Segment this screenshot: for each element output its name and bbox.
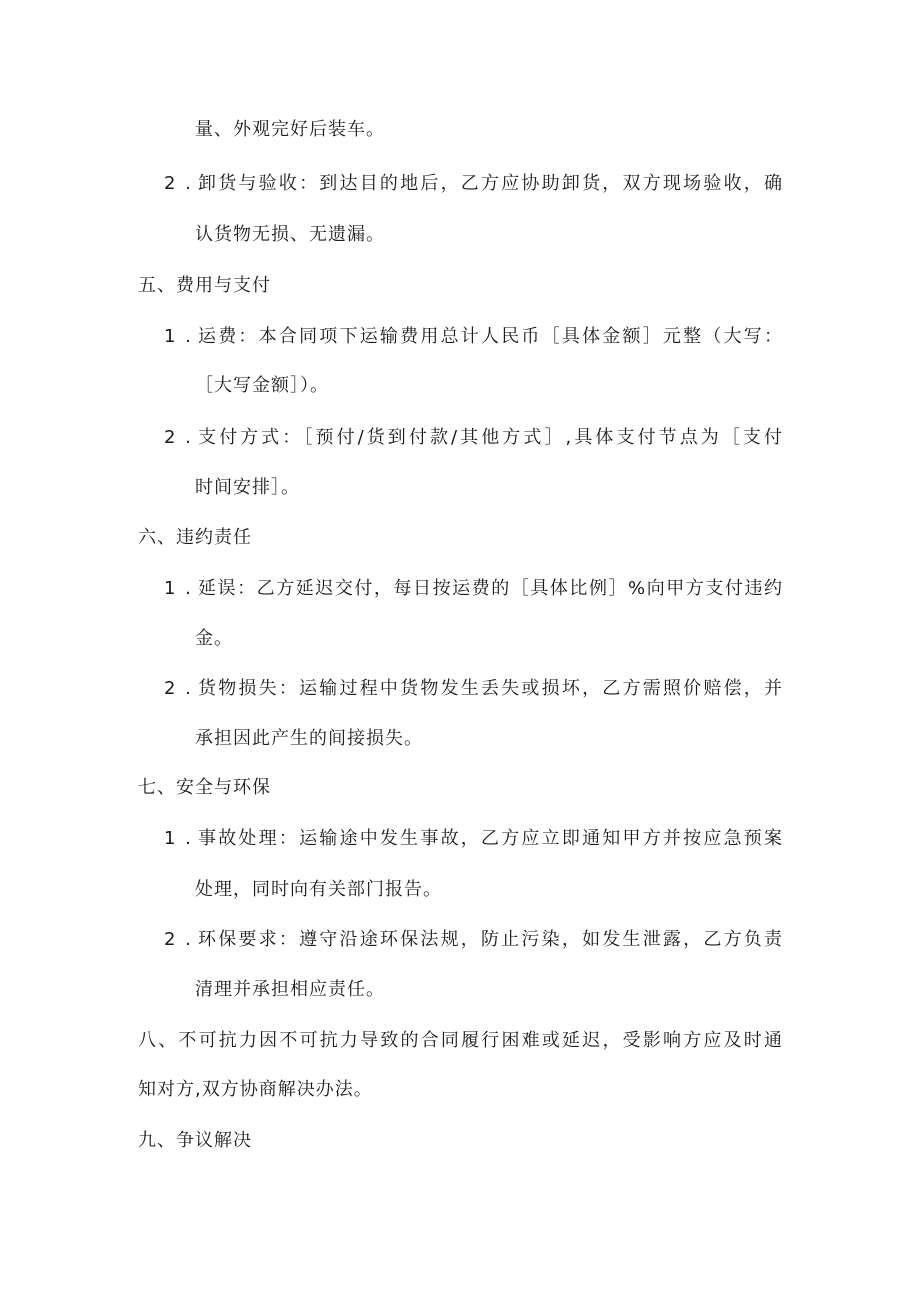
s7-item1-number: 1 . xyxy=(164,828,193,849)
s7-item2-line2: 清理并承担相应责任。 xyxy=(195,979,385,1000)
s4-item2-line1: 卸货与验收：到达目的地后，乙方应协助卸货，双方现场验收，确 xyxy=(198,173,783,194)
s5-item1-line2: ［大写金额］）。 xyxy=(195,375,329,396)
s7-item1-line1: 事故处理：运输途中发生事故，乙方应立即通知甲方并按应急预案 xyxy=(198,828,783,849)
s5-item1-line1: 运费：本合同项下运输费用总计人民币［具体金额］元整（大写： xyxy=(198,326,783,347)
section-5-title: 五、费用与支付 xyxy=(138,275,271,296)
section-9-title: 九、争议解决 xyxy=(138,1130,252,1151)
section-8-line2: 知对方,双方协商解决办法。 xyxy=(138,1079,373,1100)
s5-item1-number: 1 . xyxy=(164,326,193,347)
s6-item2-line2: 承担因此产生的间接损失。 xyxy=(195,728,423,749)
section-8-line1: 八、不可抗力因不可抗力导致的合同履行困难或延迟，受影响方应及时通 xyxy=(138,1030,783,1051)
s6-item1-line1: 延误：乙方延迟交付，每日按运费的［具体比例］%向甲方支付违约 xyxy=(198,578,783,599)
s5-item2-line2: 时间安排］。 xyxy=(195,477,300,498)
s7-item2-line1: 环保要求：遵守沿途环保法规，防止污染，如发生泄露，乙方负责 xyxy=(198,929,783,950)
s5-item2-line1: 支付方式：［预付/货到付款/其他方式］,具体支付节点为［支付 xyxy=(198,427,783,448)
s6-item1-line2: 金。 xyxy=(195,628,233,649)
section-6-title: 六、违约责任 xyxy=(138,527,252,548)
s6-item2-number: 2 . xyxy=(164,678,193,699)
s4-item2-line2: 认货物无损、无遗漏。 xyxy=(195,224,385,245)
s4-item1-continuation: 量、外观完好后装车。 xyxy=(195,119,385,140)
s7-item2-number: 2 . xyxy=(164,929,193,950)
s4-item2-number: 2 . xyxy=(164,173,193,194)
s5-item2-number: 2 . xyxy=(164,427,193,448)
section-7-title: 七、安全与环保 xyxy=(138,777,271,798)
s6-item1-number: 1 . xyxy=(164,578,193,599)
s7-item1-line2: 处理，同时向有关部门报告。 xyxy=(195,879,442,900)
s6-item2-line1: 货物损失：运输过程中货物发生丢失或损坏，乙方需照价赔偿，并 xyxy=(198,678,783,699)
